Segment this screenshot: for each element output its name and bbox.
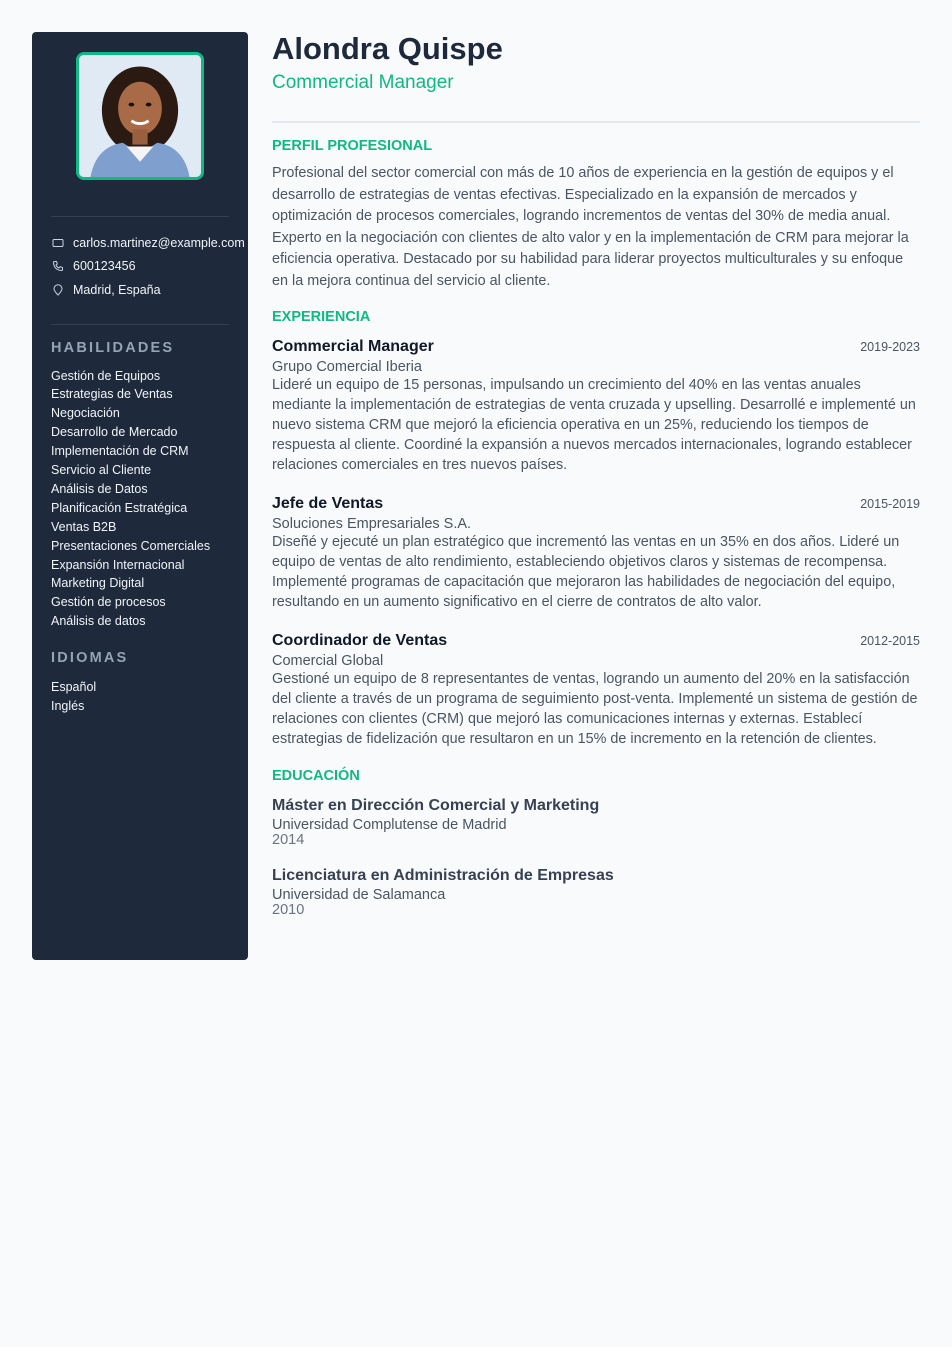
map-pin-icon — [51, 283, 64, 296]
skills-heading: HABILIDADES — [51, 339, 175, 356]
education-heading: EDUCACIÓN — [272, 768, 360, 784]
language-item: Español — [51, 680, 97, 695]
contact-email-text: carlos.martinez@example.com — [73, 235, 245, 250]
contact-location — [51, 278, 229, 302]
education-school: Universidad Complutense de Madrid — [272, 817, 507, 833]
job-date: 2012-2015 — [860, 634, 920, 648]
experience-heading: EXPERIENCIA — [272, 309, 371, 325]
summary-heading: PERFIL PROFESIONAL — [272, 138, 433, 154]
job-entry — [272, 632, 920, 749]
job-date: 2019-2023 — [860, 340, 920, 354]
education-section — [272, 768, 920, 918]
candidate-role: Commercial Manager — [272, 72, 454, 93]
skill-item: Expansión Internacional — [51, 557, 185, 572]
job-title: Coordinador de Ventas — [272, 632, 448, 649]
sidebar-divider — [51, 324, 229, 325]
education-year: 2014 — [272, 832, 305, 848]
job-description: Gestioné un equipo de 8 representantes de ventas, logrando un aumento del 20% en la satisfacción del cliente a través de un programa de seguimiento post-venta. Implementé un sistema de gestión de relaciones con clientes (CRM) que mejoró las comunicaciones internas y externas. Establecí estrategias de fidelización que resultaron en un 15% de incremento en la retención de clientes. — [272, 671, 918, 747]
education-school: Universidad de Salamanca — [272, 887, 446, 903]
job-date: 2015-2019 — [860, 497, 920, 511]
job-description: Lideré un equipo de 15 personas, impulsando un crecimiento del 40% en las ventas anuales mediante la implementación de estrategias de venta cruzada y upselling. Desarrollé e implementé un nuevo sistema CRM que mejoró la eficiencia operativa en un 25%, reduciendo los tiempos de respuesta al cliente. Coordiné la expansión a nuevos mercados internacionales, logrando establecer relaciones comerciales en tres nuevos países. — [272, 377, 916, 473]
skill-item: Análisis de datos — [51, 614, 146, 629]
skill-item: Marketing Digital — [51, 576, 145, 591]
job-entry — [272, 495, 920, 612]
contact-phone[interactable] — [51, 255, 229, 279]
summary-section — [272, 138, 920, 292]
skill-item: Análisis de Datos — [51, 481, 148, 496]
phone-icon — [51, 260, 64, 273]
summary-text: Profesional del sector comercial con más de 10 años de experiencia en la gestión de equipos y el desarrollo de estrategias de ventas efectivas. Especializado en la expansión de mercados y optimización de procesos comerciales, logrando incrementos de ventas del 30% de media anual. Experto en la negociación con clientes de alto valor y en la implementación de CRM para mejorar la eficiencia operativa. Destacado por su habilidad para liderar proyectos multiculturales y su enfoque en la mejora continua del servicio al cliente. — [272, 165, 909, 289]
contact-email[interactable] — [51, 231, 245, 255]
language-item: Inglés — [51, 699, 85, 714]
skill-item: Ventas B2B — [51, 519, 117, 534]
envelope-icon — [51, 236, 64, 249]
languages-list — [51, 678, 229, 716]
education-degree: Máster en Dirección Comercial y Marketing — [272, 797, 600, 814]
languages-heading: IDIOMAS — [51, 650, 129, 667]
skill-item: Presentaciones Comerciales — [51, 538, 211, 553]
education-degree: Licenciatura en Administración de Empresas — [272, 867, 614, 884]
contact-phone-text: 600123456 — [73, 259, 136, 274]
skill-item: Gestión de Equipos — [51, 368, 161, 383]
skill-item: Implementación de CRM — [51, 444, 189, 459]
main-content — [272, 32, 920, 918]
education-entry — [272, 797, 920, 848]
skill-item: Gestión de procesos — [51, 595, 166, 610]
job-company: Soluciones Empresariales S.A. — [272, 516, 472, 532]
job-title: Jefe de Ventas — [272, 495, 384, 512]
candidate-name: Alondra Quispe — [272, 31, 503, 66]
skill-item: Negociación — [51, 406, 120, 421]
skills-list — [51, 367, 229, 632]
skill-item: Desarrollo de Mercado — [51, 425, 178, 440]
skill-item: Estrategias de Ventas — [51, 387, 173, 402]
skill-item: Planificación Estratégica — [51, 500, 188, 515]
education-year: 2010 — [272, 902, 305, 918]
contact-location-text: Madrid, España — [73, 282, 161, 297]
sidebar — [32, 32, 248, 960]
education-entry — [272, 867, 920, 918]
job-company: Comercial Global — [272, 653, 384, 669]
profile-photo — [76, 52, 204, 180]
experience-section — [272, 309, 920, 749]
job-title: Commercial Manager — [272, 338, 434, 355]
sidebar-divider — [51, 216, 229, 217]
job-description: Diseñé y ejecuté un plan estratégico que incrementó las ventas en un 35% en dos años. Lideré un equipo de ventas de alto rendimiento, estableciendo objetivos claros y sistemas de recompensa. Implementé programas de capacitación que mejoraron las habilidades de negociación del equipo, resultando en un aumento significativo en el cierre de contratos de alto valor. — [272, 534, 900, 610]
job-entry — [272, 338, 920, 475]
job-company: Grupo Comercial Iberia — [272, 359, 422, 375]
skill-item: Servicio al Cliente — [51, 463, 152, 478]
header-divider — [272, 121, 920, 123]
